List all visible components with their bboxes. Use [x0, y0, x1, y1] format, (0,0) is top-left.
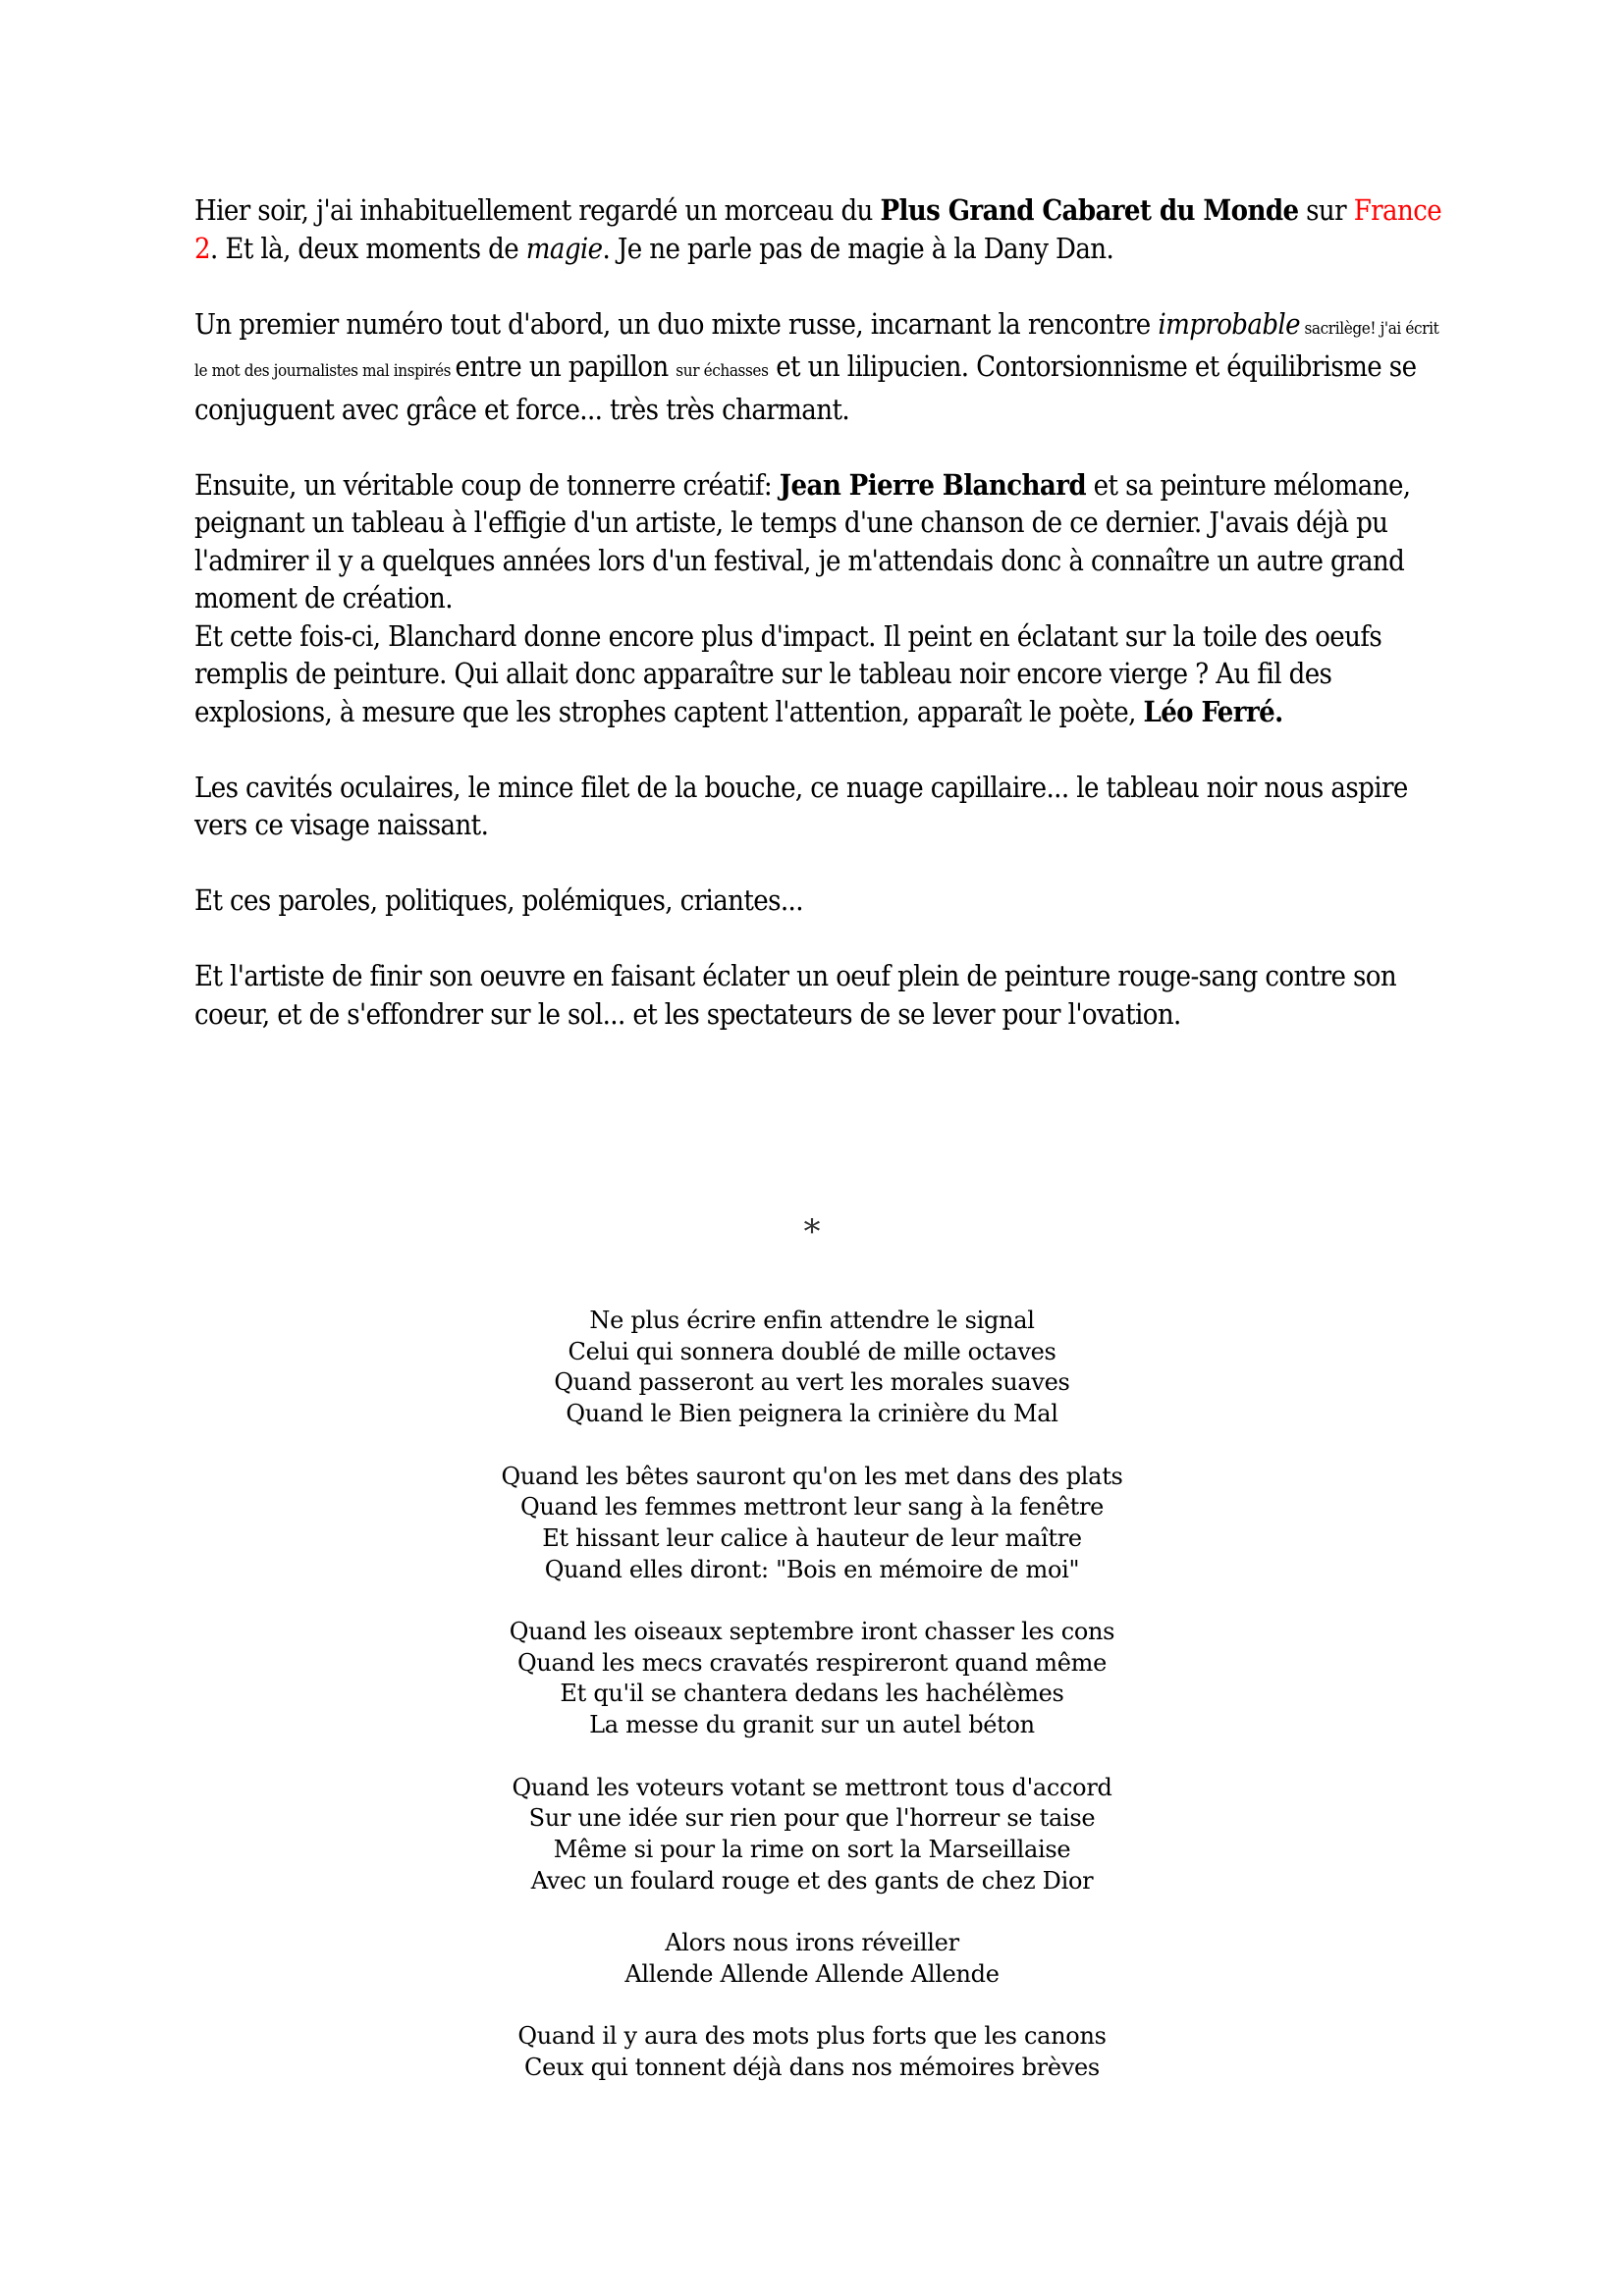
poem-stanza	[0, 1462, 1624, 1586]
paragraph-finale: Et l'artiste de finir son oeuvre en faisant éclater un oeuf plein de peinture rouge-sang contre son coeur, et de s'effondrer sur le sol... et les spectateurs de se lever pour l'ovation.	[194, 959, 1397, 1031]
poem-verse: Même si pour la rime on sort la Marseillaise	[553, 1835, 1071, 1863]
poem-verse: Quand il y aura des mots plus forts que les canons	[517, 2022, 1107, 2051]
poem-stanza	[0, 2021, 1624, 2083]
aside-note: sacrilège! j'ai écrit le mot des journalistes mal inspirés	[194, 318, 1439, 381]
aside-note: sur échasses	[676, 361, 769, 381]
poem-verse: Et qu'il se chantera dedans les hachélèmes	[560, 1680, 1064, 1708]
poem-verse: Celui qui sonnera doublé de mille octaves	[568, 1337, 1056, 1365]
poem-stanza	[0, 1773, 1624, 1897]
poem-verse: Ne plus écrire enfin attendre le signal	[589, 1307, 1035, 1334]
paragraph-intro	[194, 191, 1451, 267]
text: et un lilipucien. Contorsionnisme et équilibrisme se conjuguent avec grâce et force... très très charmant.	[194, 349, 1417, 426]
text: . Et là, deux moments de	[210, 231, 526, 265]
poet-name: Léo Ferré.	[1143, 694, 1283, 728]
poem-verse: Quand elles diront: "Bois en mémoire de moi"	[544, 1555, 1080, 1583]
poem-verse: Quand les oiseaux septembre iront chasser les cons	[509, 1618, 1115, 1645]
poem-verse: Avec un foulard rouge et des gants de chez Dior	[530, 1866, 1094, 1895]
poem-verse: Ceux qui tonnent déjà dans nos mémoires brèves	[524, 2053, 1100, 2081]
article-body	[194, 191, 1451, 1071]
paragraph-face: Les cavités oculaires, le mince filet de la bouche, ce nuage capillaire... le tableau noir nous aspire vers ce visage naissant.	[194, 770, 1408, 841]
text: Hier soir, j'ai inhabituellement regardé un morceau du	[194, 193, 881, 227]
emphasis: improbable	[1158, 306, 1301, 341]
text: entre un papillon	[455, 349, 677, 383]
poem-stanza	[0, 1306, 1624, 1430]
poem-verse: La messe du granit sur un autel béton	[589, 1711, 1035, 1739]
emphasis: magie	[525, 231, 603, 265]
poem-verse: Quand les bêtes sauront qu'on les met dans des plats	[501, 1462, 1123, 1490]
text: Ensuite, un véritable coup de tonnerre créatif:	[194, 467, 780, 502]
artist-name: Jean Pierre Blanchard	[779, 467, 1086, 502]
channel-link[interactable]: France 2	[194, 193, 1442, 265]
text: Et cette fois-ci, Blanchard donne encore plus d'impact. Il peint en éclatant sur la toile des oeufs remplis de peinture. Qui allait donc apparaître sur le tableau noir encore vierge ? Au fil des explosions, à mesure que les strophes captent l'attention, apparaît le poète,	[194, 618, 1382, 728]
poem-verse: Sur une idée sur rien pour que l'horreur se taise	[528, 1804, 1096, 1833]
text: . Je ne parle pas de magie à la Dany Dan.	[602, 231, 1114, 265]
paragraph-lyrics: Et ces paroles, politiques, polémiques, criantes...	[194, 883, 803, 917]
poem-stanza	[0, 1928, 1624, 1990]
text: et sa peinture mélomane, peignant un tableau à l'effigie d'un artiste, le temps d'une chanson de ce dernier. J'avais déjà pu l'admirer il y a quelques années lors d'un festival, je m'attendais donc à connaître un autre grand moment de création.	[194, 467, 1411, 614]
asterisk-separator: *	[803, 1212, 821, 1252]
poem-verse: Quand les femmes mettront leur sang à la fenêtre	[519, 1493, 1105, 1522]
paragraph-duo	[194, 305, 1451, 429]
paragraph-performance	[194, 617, 1451, 731]
text: Un premier numéro tout d'abord, un duo mixte russe, incarnant la rencontre	[194, 306, 1159, 341]
poem-verse: Quand passeront au vert les morales suaves	[554, 1368, 1070, 1397]
show-title: Plus Grand Cabaret du Monde	[880, 193, 1299, 227]
poem-verse: Quand les mecs cravatés respireront quand même	[516, 1648, 1107, 1677]
poem	[0, 1306, 1624, 2114]
poem-verse: Allende Allende Allende Allende	[624, 1959, 1000, 1988]
poem-verse: Quand les voteurs votant se mettront tous d'accord	[512, 1773, 1112, 1801]
poem-verse: Quand le Bien peignera la crinière du Mal	[566, 1400, 1058, 1428]
text: sur	[1298, 193, 1354, 227]
poem-stanza	[0, 1617, 1624, 1741]
poem-verse: Et hissant leur calice à hauteur de leur maître	[542, 1523, 1082, 1552]
poem-verse: Alors nous irons réveiller	[665, 1929, 959, 1956]
paragraph-blanchard	[194, 466, 1451, 617]
